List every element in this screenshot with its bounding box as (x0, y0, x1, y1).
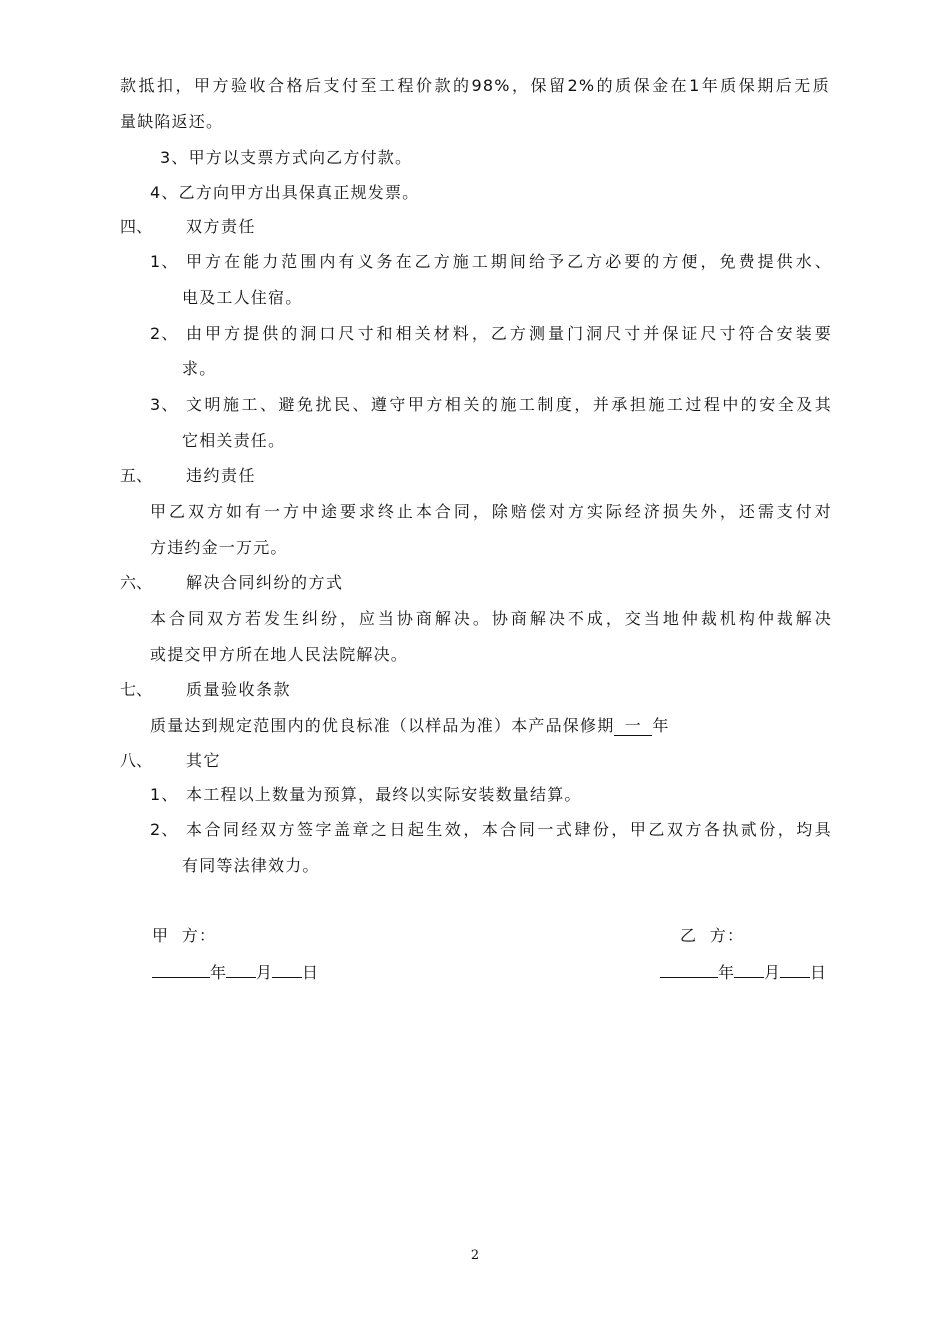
section-4-item-2-line1: 由甲方提供的洞口尺寸和相关材料，乙方测量门洞尺寸并保证尺寸符合安装要 (186, 324, 832, 343)
party-b-date (660, 959, 826, 983)
section-5-number: 五、 (120, 466, 153, 485)
party-b-day-blank[interactable] (780, 959, 810, 978)
party-a-year-label: 年 (210, 963, 227, 982)
party-a-year-blank[interactable] (152, 959, 210, 978)
section-5-title: 违约责任 (186, 466, 257, 485)
page-number: 2 (470, 1248, 480, 1263)
section-4-item-2-number: 2、 (150, 324, 179, 343)
party-a-label: 甲 方： (152, 926, 217, 945)
section-8-item-2-line2: 有同等法律效力。 (182, 856, 320, 875)
warranty-period-value: 一 (614, 717, 652, 736)
section-7-title: 质量验收条款 (186, 680, 292, 699)
party-a-month-blank[interactable] (226, 959, 256, 978)
section-4-item-1-number: 1、 (150, 252, 179, 271)
quality-text: 质量达到规定范围内的优良标准（以样品为准）本产品保修期 (150, 716, 615, 735)
party-b-month-label: 月 (764, 963, 781, 982)
section-7-line1 (150, 716, 670, 736)
payment-text-line2: 量缺陷返还。 (120, 112, 224, 131)
section-4-item-3-line1: 文明施工、避免扰民、遵守甲方相关的施工制度，并承担施工过程中的安全及其 (186, 395, 832, 414)
section-8-item-1: 本工程以上数量为预算，最终以实际安装数量结算。 (186, 785, 582, 804)
section-4-item-1-line1: 甲方在能力范围内有义务在乙方施工期间给予乙方必要的方便，免费提供水、 (186, 252, 832, 271)
section-7-number: 七、 (120, 680, 153, 699)
party-b-month-blank[interactable] (734, 959, 764, 978)
section-6-title: 解决合同纠纷的方式 (186, 573, 344, 592)
warranty-period-unit: 年 (652, 716, 670, 735)
party-a-day-blank[interactable] (272, 959, 302, 978)
section-6-line2: 或提交甲方所在地人民法院解决。 (150, 645, 409, 664)
party-b-year-label: 年 (718, 963, 735, 982)
section-8-title: 其它 (186, 751, 222, 770)
section-4-item-3-number: 3、 (150, 395, 179, 414)
party-a-month-label: 月 (256, 963, 273, 982)
section-8-item-2-line1: 本合同经双方签字盖章之日起生效，本合同一式肆份，甲乙双方各执贰份，均具 (186, 820, 832, 839)
party-b-day-label: 日 (810, 963, 827, 982)
section-8-item-2-number: 2、 (150, 820, 179, 839)
party-b-label: 乙 方： (680, 926, 745, 945)
section-8-number: 八、 (120, 751, 153, 770)
section-8-item-1-number: 1、 (150, 785, 179, 804)
party-a-day-label: 日 (302, 963, 319, 982)
section-5-line2: 方违约金一万元。 (150, 538, 288, 557)
section-4-item-1-line2: 电及工人住宿。 (182, 288, 303, 307)
section-4-number: 四、 (120, 217, 153, 236)
party-a-date (152, 959, 318, 983)
payment-item-3: 3、甲方以支票方式向乙方付款。 (160, 148, 413, 167)
payment-item-4: 4、乙方向甲方出具保真正规发票。 (150, 183, 420, 202)
section-4-item-3-line2: 它相关责任。 (182, 431, 286, 450)
section-4-title: 双方责任 (186, 217, 257, 236)
section-6-number: 六、 (120, 573, 153, 592)
party-b-year-blank[interactable] (660, 959, 718, 978)
payment-text-line1: 款抵扣，甲方验收合格后支付至工程价款的98%，保留2%的质保金在1年质保期后无质 (120, 76, 830, 95)
section-5-line1: 甲乙双方如有一方中途要求终止本合同，除赔偿对方实际经济损失外，还需支付对 (150, 502, 832, 521)
section-6-line1: 本合同双方若发生纠纷，应当协商解决。协商解决不成，交当地仲裁机构仲裁解决 (150, 609, 832, 628)
section-4-item-2-line2: 求。 (182, 359, 217, 378)
